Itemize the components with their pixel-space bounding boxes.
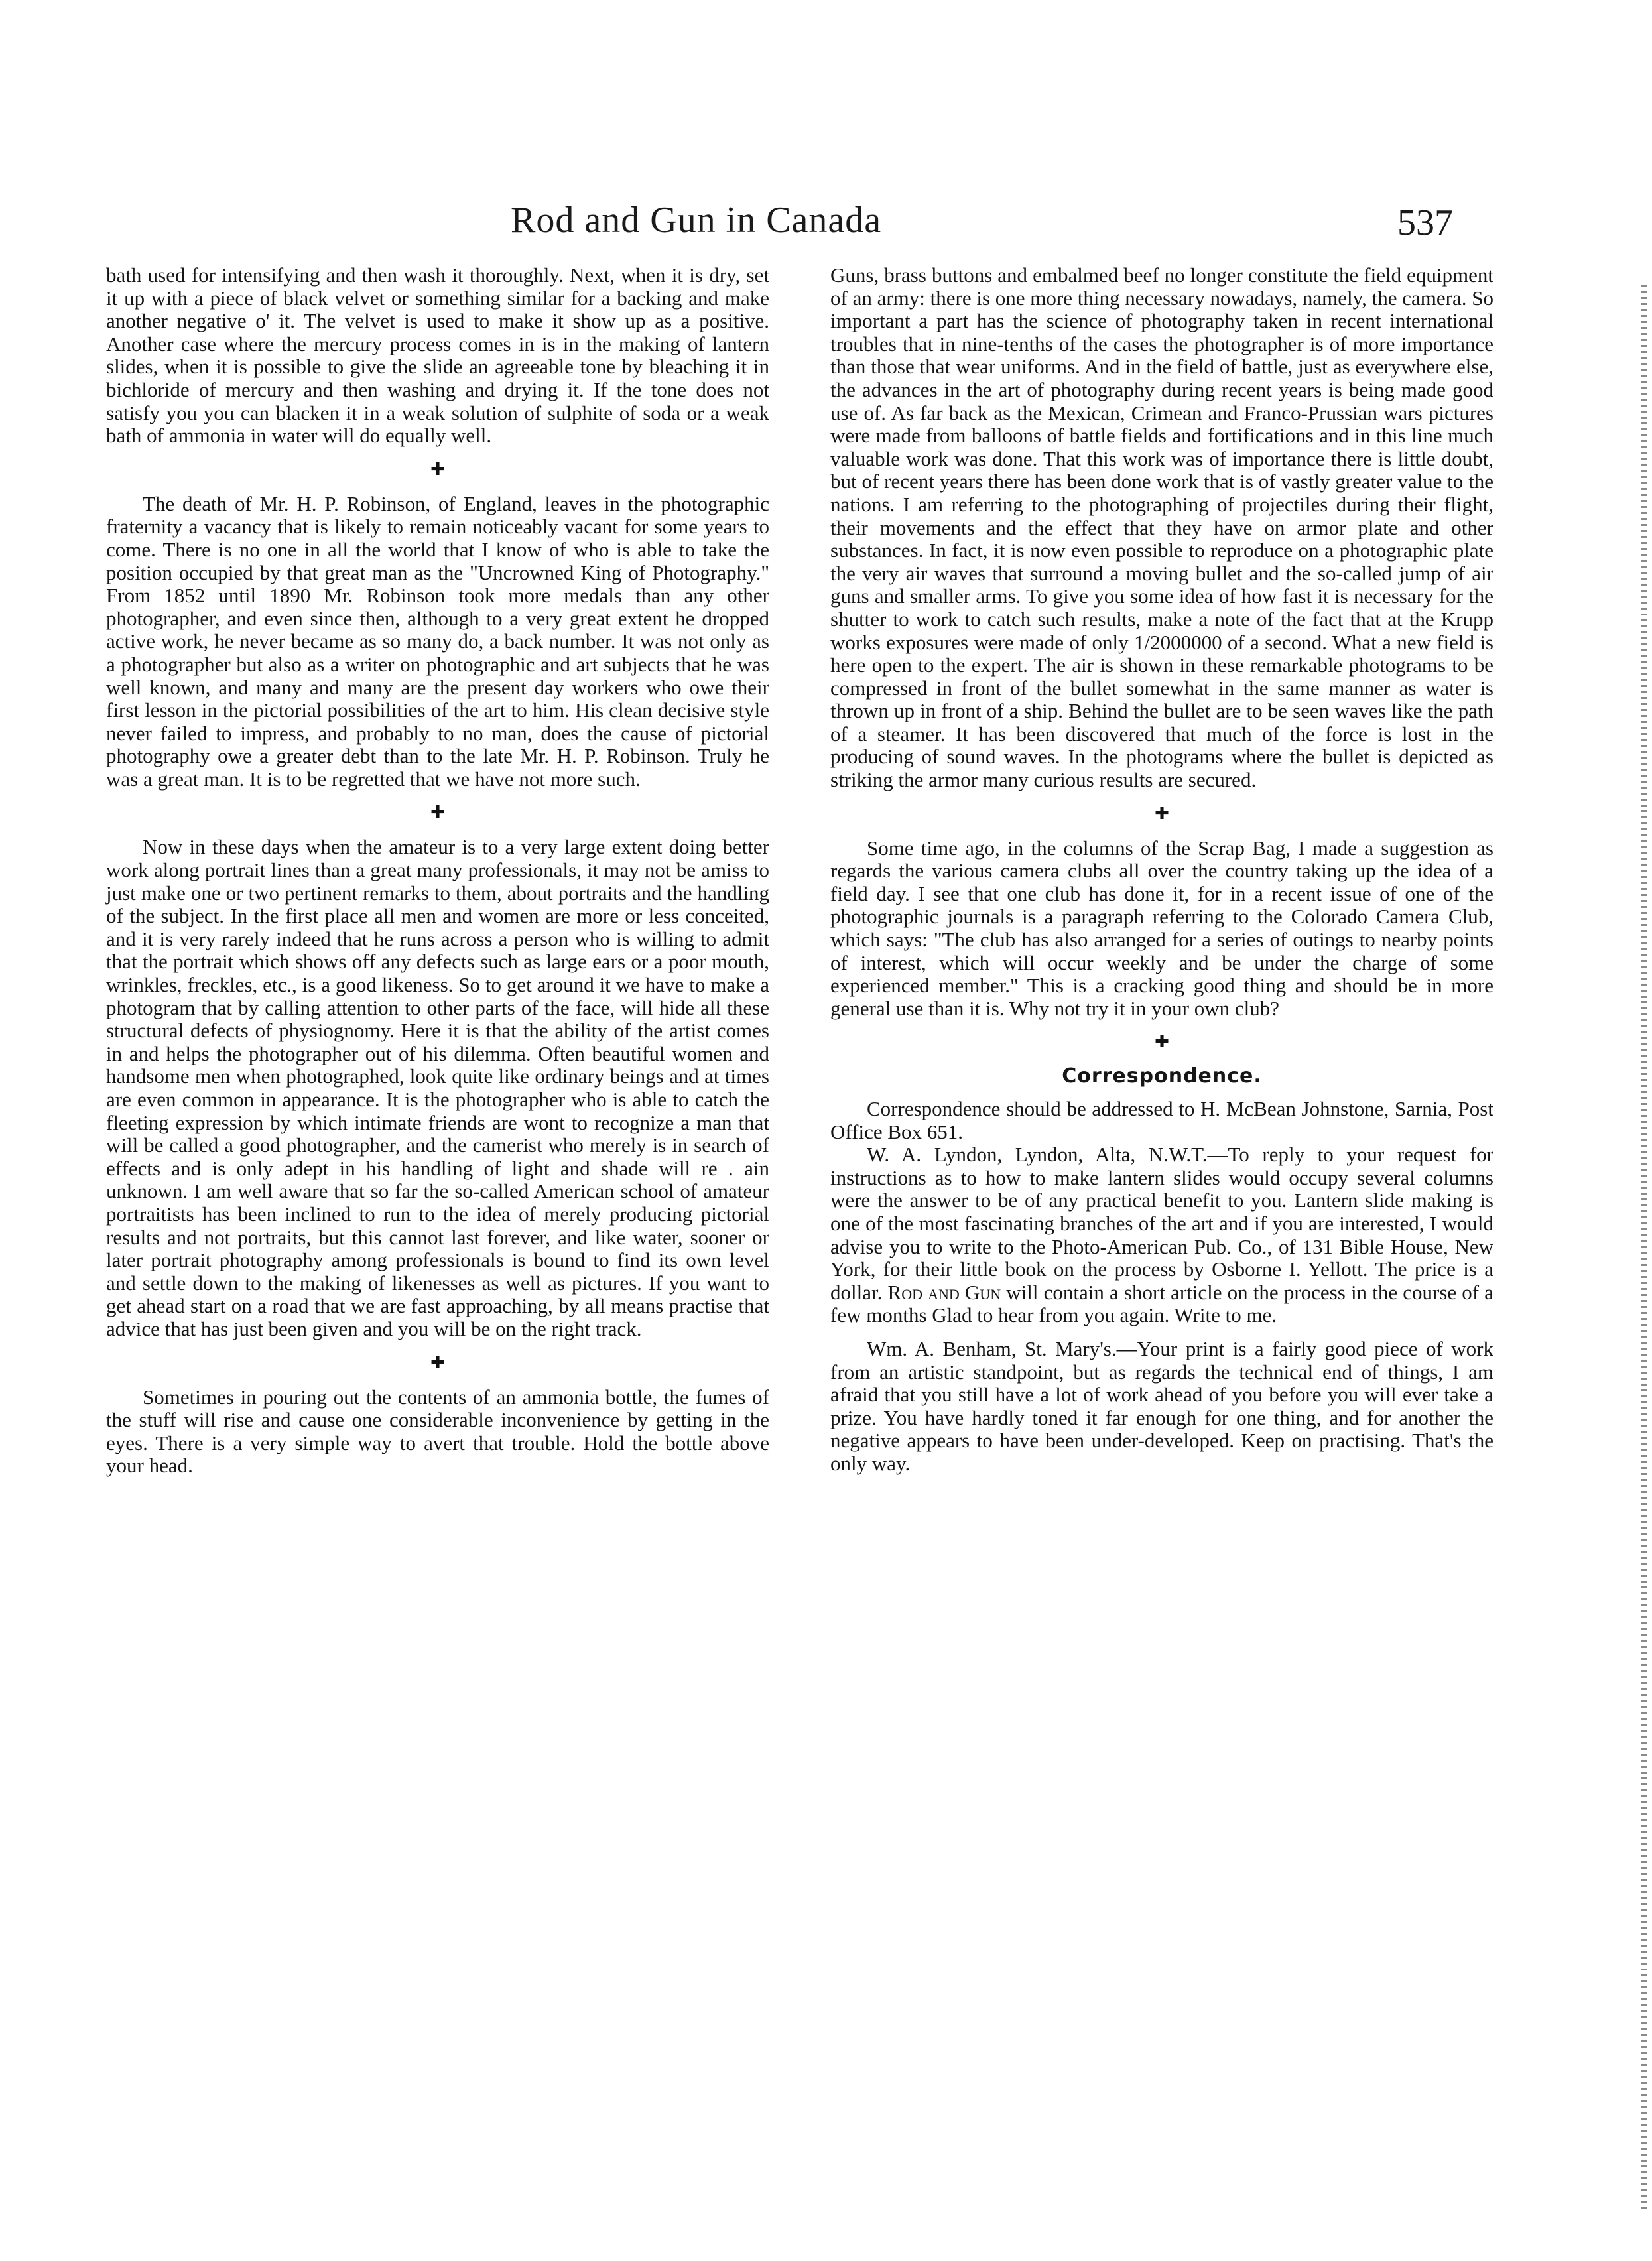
page-number: 537	[1397, 202, 1453, 243]
paragraph-portrait-advice: Now in these days when the amateur is to a very large extent doing better work along portrait lines than a great many professionals, it may not be amiss to just make one or two pertinent remarks to them, about portraits and the handling of the subject. In the first place all men and women are more or less conceited, and it is very rarely indeed that he runs across a person who is willing to admit that the portrait which shows off any defects such as large ears or a poor mouth, wrinkles, freckles, etc., is a good likeness. So to get around it we have to make a photogram that by calling attention to other parts of the face, will hide all these structural defects of physiognomy. Here it is that the ability of the artist comes in and helps the photographer out of his dilemma. Often beautiful women and handsome men when photographed, look quite like ordinary beings and at times are even common in appearance. It is the photographer who is able to catch the fleeting expression by which intimate friends are wont to recognize a man that will be called a good photographer, and the camerist who merely is in search of effects and is only adept in his handling of light and shade will re . ain unknown. I am well aware that so far the so-called American school of amateur portraitists has been inclined to run to the idea of merely producing pictorial results and not portraits, but this cannot last forever, and like water, sooner or later portrait photography among professionals is bound to find its own level and settle down to the making of likenesses as well as pictures. If you want to get ahead start on a road that we are fast approaching, by all means practise that advice that has just been given and you will be on the right track.	[106, 835, 769, 1340]
right-column	[830, 264, 1493, 1476]
magazine-name: Rod and Gun	[887, 1280, 1001, 1304]
running-title: Rod and Gun in Canada	[511, 200, 882, 241]
separator-ornament: ✚	[1155, 803, 1169, 823]
reply-lyndon-text: W. A. Lyndon, Lyndon, Alta, N.W.T.—To reply to your request for instructions as to how to make lantern slides would occupy several columns were the answer to be of any practical benefit to you. Lantern slide making is one of the most fascinating branches of the art and if you are interested, I would advise you to write to the Photo-American Pub. Co., of 131 Bible House, New York, for their little book on the process by Osborne I. Yellott. The price is a dollar.	[830, 1143, 1493, 1304]
separator-ornament: ✚	[430, 459, 445, 479]
separator-ornament: ✚	[430, 803, 445, 822]
separator-ornament: ✚	[430, 1352, 445, 1372]
paragraph-reply-lyndon	[830, 1143, 1493, 1327]
paragraph-robinson-obituary: The death of Mr. H. P. Robinson, of England, leaves in the photographic fraternity a vacancy that is likely to remain noticeably vacant for some years to come. There is no one in all the world that I know of who is able to take the position occupied by that great man as the "Uncrowned King of Photography." From 1852 until 1890 Mr. Robinson took more medals than any other photographer, and even since then, although to a very great extent he dropped active work, he never became as so many do, a back number. It was not only as a photographer but also as a writer on photographic and art subjects that he was well known, and many and many are the present day workers who owe their first lesson in the pictorial possibilities of the art to him. His clean decisive style never failed to impress, and probably to no man, does the cause of pictorial photography owe a greater debt than to the late Mr. H. P. Robinson. Truly he was a great man. It is to be regretted that we have not more such.	[106, 491, 769, 791]
scan-edge-mark	[1641, 285, 1647, 2209]
paragraph-camera-club-field-day: Some time ago, in the columns of the Scrap Bag, I made a suggestion as regards the various camera clubs all over the country taking up the idea of a field day. I see that one club has done it, for in a recent issue of one of the photographic journals is a paragraph referring to the Colorado Camera Club, which says: "The club has also arranged for a series of outings to nearby points of interest, which will occur weekly and be under the charge of some experienced member." This is a cracking good thing and should be in more general use than it is. Why not try it in your own club?	[830, 836, 1493, 1020]
reply-lyndon-text-end: will contain a short article on the process in the course of a few months Glad to hear from you again. Write to me.	[830, 1280, 1494, 1327]
correspondence-heading: Correspondence.	[1062, 1065, 1262, 1088]
paragraph-correspondence-address: Correspondence should be addressed to H. McBean Johnstone, Sarnia, Post Office Box 651.	[830, 1097, 1493, 1143]
paragraph-military-photography: Guns, brass buttons and embalmed beef no longer constitute the field equipment of an army: there is one more thing necessary nowadays, namely, the camera. So important a part has the science of photography taken in recent international troubles that in nine-tenths of the cases the photographer is of more importance than those that wear uniforms. And in the field of battle, just as everywhere else, the advances in the art of photography during recent years is being made good use of. As far back as the Mexican, Crimean and Franco-Prussian wars pictures were made from balloons of battle fields and fortifications and in this line much valuable work was done. That this work was of importance there is little doubt, but of recent years there has been done work that is of vastly greater value to the nations. I am referring to the photographing of projectiles during their flight, their movements and the effect that they have on armor plate and other substances. In fact, it is now even possible to reproduce on a photographic plate the very air waves that surround a moving bullet and the so-called jump of air guns and smaller arms. To give you some idea of how fast it is necessary for the shutter to work to catch such results, make a note of the fact that at the Krupp works exposures were made of only 1/2000000 of a second. What a new field is here open to the expert. The air is shown in these remarkable photograms to be compressed in front of the bullet somewhat in the same manner as water is thrown up in front of a ship. Behind the bullet are to be seen waves like the path of a steamer. It has been discovered that much of the force is lost in the producing of sound waves. In the photograms where the bullet is depicted as striking the armor many curious results are secured.	[830, 263, 1493, 792]
separator-ornament: ✚	[1155, 1032, 1169, 1052]
paragraph-ammonia-tip: Sometimes in pouring out the contents of an ammonia bottle, the fumes of the stuff will rise and cause one considerable inconvenience by getting in the eyes. There is a very simple way to avert that trouble. Hold the bottle above your head.	[106, 1385, 769, 1478]
paragraph-reply-benham: Wm. A. Benham, St. Mary's.—Your print is a fairly good piece of work from an artistic standpoint, but as regards the technical end of things, I am afraid that you still have a lot of work ahead of you before you will ever take a prize. You have hardly toned it far enough for one thing, and for another the negative appears to have been under-developed. Keep on practising. That's the only way.	[830, 1336, 1493, 1475]
left-column	[106, 264, 769, 1478]
paragraph-mercury-process: bath used for intensifying and then wash it thoroughly. Next, when it is dry, set it up with a piece of black velvet or something similar for a backing and make another negative o' it. The velvet is used to make it show up as a positive. Another case where the mercury process comes in is in the making of lantern slides, when it is possible to give the slide an agreeable tone by bleaching it in bichloride of mercury and then washing and drying it. If the tone does not satisfy you you can blacken it in a weak solution of sulphite of soda or a weak bath of ammonia in water will do equally well.	[106, 263, 769, 448]
